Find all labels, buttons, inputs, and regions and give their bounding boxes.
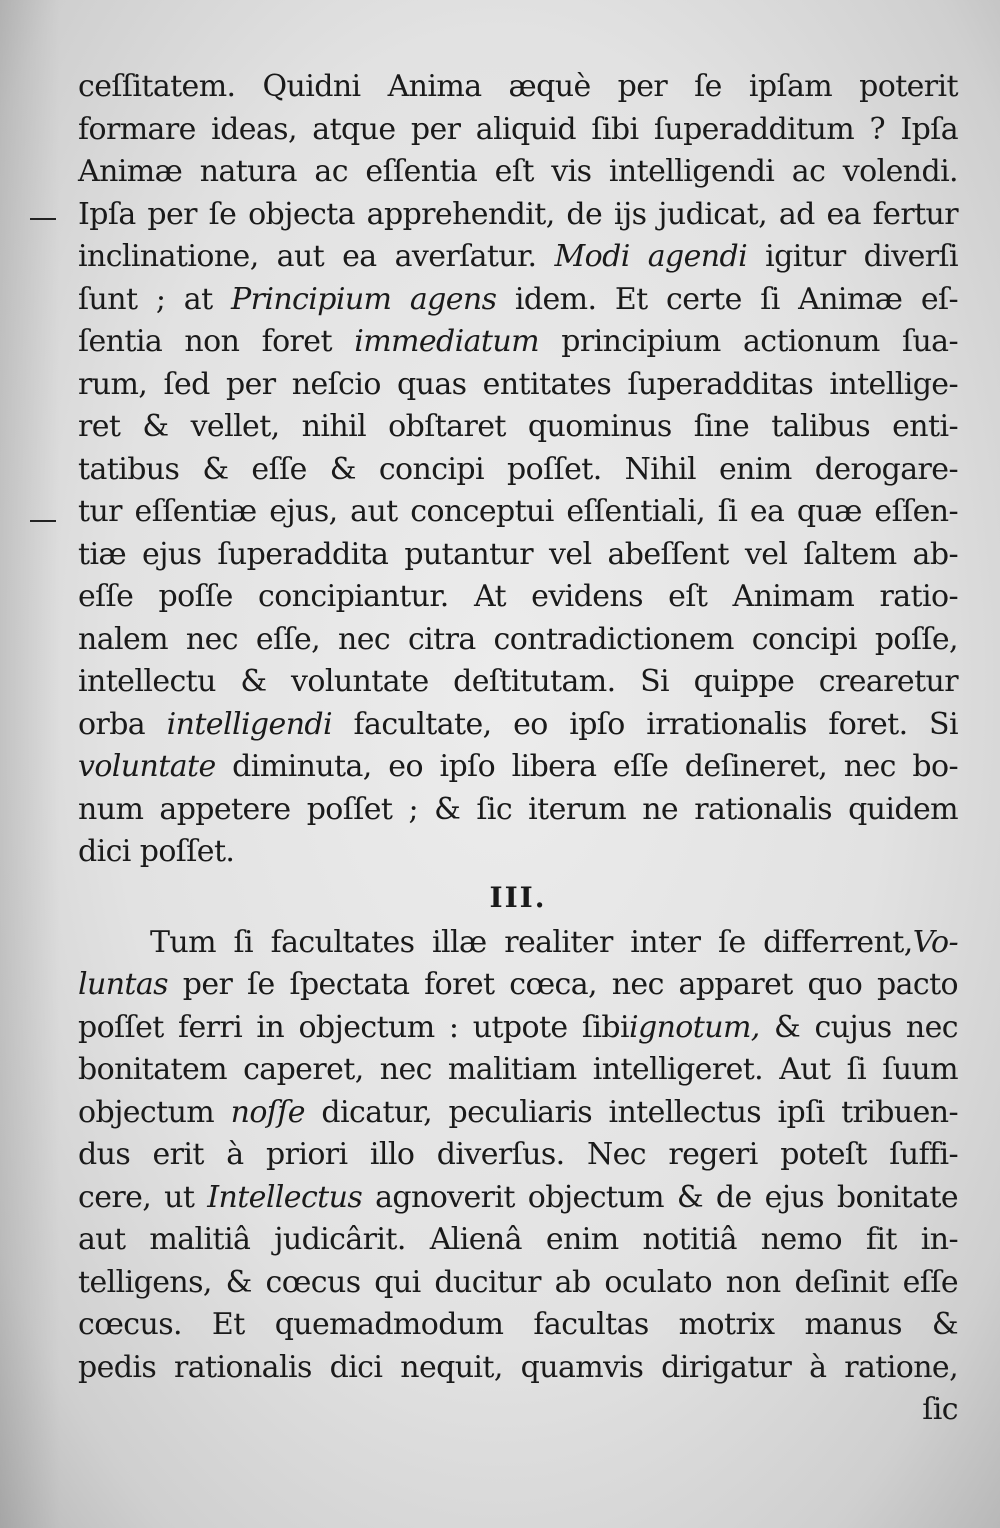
text-line [78, 321, 958, 364]
text-line: tatibus & eſſe & concipi poſſet. Nihil enim derogare- [78, 451, 958, 487]
text-line: ceſſitatem. Quidni Anima æquè per ſe ipſam poterit [78, 69, 958, 104]
text-fragment: objectum [78, 1094, 215, 1130]
text-line: num appetere poſſet ; & ſic iterum ne rationalis quidem [78, 791, 958, 827]
text-fragment: ſunt ; at [78, 281, 213, 317]
italic-term: voluntate [78, 749, 216, 784]
text-line [78, 922, 958, 965]
text-line [78, 964, 958, 1007]
text-line: bonitatem caperet, nec malitiam intelligeret. Aut ſi ſuum [78, 1052, 958, 1087]
text-fragment: principium actionum ſua- [561, 324, 958, 359]
italic-term: Modi agendi [554, 239, 748, 274]
text-line: dus erit à priori illo diverſus. Nec regeri poteſt ſuffi- [78, 1137, 958, 1172]
text-line: rum, ſed per neſcio quas entitates ſuperadditas intellige- [78, 366, 958, 402]
text-line: tiæ ejus ſuperaddita putantur vel abeſſent vel ſaltem ab- [78, 536, 958, 572]
section-number: III. [489, 880, 547, 914]
text-fragment: ſentia non foret [78, 324, 332, 359]
text-line: nalem nec eſſe, nec citra contradictionem concipi poſſe, [78, 621, 958, 657]
text-line [78, 236, 958, 279]
text-fragment: dicatur, peculiaris intellectus ipſi tribuen- [321, 1094, 959, 1130]
text-line: intellectu & voluntate deſtitutam. Si quippe crearetur [78, 664, 958, 699]
gutter-shadow [0, 0, 60, 1528]
margin-mark [30, 520, 56, 522]
text-fragment: idem. Et certe ſi Animæ eſ- [514, 281, 959, 317]
text-fragment: igitur diverſi [765, 239, 959, 274]
catchword: ſic [922, 1392, 958, 1427]
italic-term: immediatum [354, 324, 539, 359]
text-fragment: per ſe ſpectata foret cœca, nec apparet quo pacto [182, 967, 959, 1002]
text-fragment: & cujus nec [774, 1009, 958, 1045]
text-line [78, 1092, 958, 1135]
page-text [78, 66, 958, 1432]
italic-term: Vo- [912, 924, 958, 960]
text-line: telligens, & cœcus qui ducitur ab oculato non deſinit eſſe [78, 1264, 958, 1300]
text-fragment: cere, ut [78, 1179, 195, 1215]
text-line: Ipſa per ſe objecta apprehendit, de ijs judicat, ad ea fertur [78, 196, 958, 232]
text-fragment: inclinatione, aut ea averſatur. [78, 239, 537, 274]
text-line: Animæ natura ac eſſentia eſt vis intelligendi ac volendi. [78, 154, 958, 189]
text-fragment: agnoverit objectum & de ejus bonitate [375, 1179, 959, 1215]
italic-term: Principium agens [231, 281, 497, 317]
text-line: formare ideas, atque per aliquid ſibi ſuperadditum ? Ipſa [78, 111, 958, 147]
text-fragment: facultate, eo ipſo irrationalis foret. Si [353, 706, 959, 742]
text-fragment: orba [78, 706, 146, 742]
italic-term: ignotum, [628, 1009, 760, 1045]
margin-mark [30, 218, 56, 220]
text-fragment: Tum ſi facultates illæ realiter inter ſe differrent, [150, 924, 913, 960]
text-fragment: poſſet ferri in objectum : utpote ſibi [78, 1009, 629, 1045]
text-line [78, 279, 958, 322]
italic-term: noſſe [230, 1094, 305, 1130]
italic-term: luntas [78, 967, 168, 1002]
text-line: pedis rationalis dici nequit, quamvis dirigatur à ratione, [78, 1349, 958, 1385]
text-line: tur eſſentiæ ejus, aut conceptui eſſentiali, ſi ea quæ eſſen- [78, 494, 958, 529]
text-line: aut malitiâ judicârit. Alienâ enim notitiâ nemo fit in- [78, 1222, 958, 1257]
italic-term: Intellectus [207, 1179, 363, 1215]
text-fragment: diminuta, eo ipſo libera eſſe deſineret, nec bo- [232, 749, 958, 784]
text-line [78, 1007, 958, 1050]
text-line: dici poſſet. [78, 834, 235, 869]
text-line: eſſe poſſe concipiantur. At evidens eſt Animam ratio- [78, 579, 958, 614]
text-line [78, 704, 958, 747]
italic-term: intelligendi [166, 706, 333, 742]
text-line: cœcus. Et quemadmodum facultas motrix manus & [78, 1307, 958, 1342]
text-line [78, 1177, 958, 1220]
text-line [78, 746, 958, 789]
text-line: ret & vellet, nihil obſtaret quominus ſine talibus enti- [78, 409, 958, 444]
